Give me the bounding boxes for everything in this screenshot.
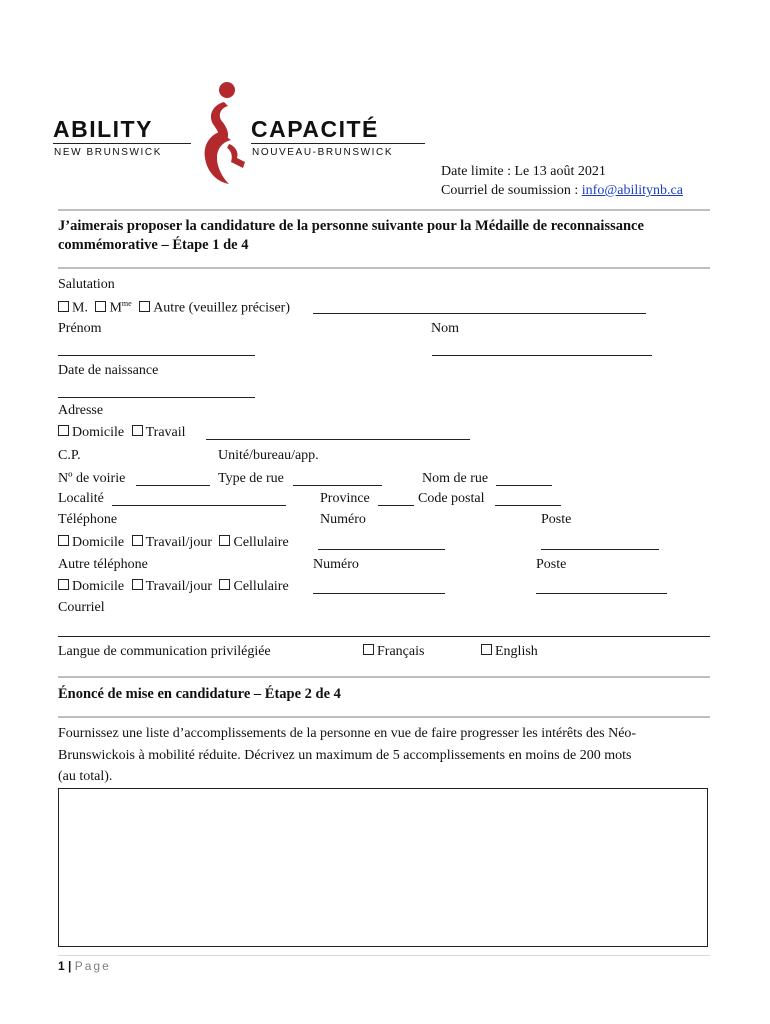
date-naissance-input-line[interactable] xyxy=(58,397,255,398)
checkbox-tel-domicile[interactable] xyxy=(58,535,69,546)
page-number: 1 xyxy=(58,959,65,973)
nom-rue-label: Nom de rue xyxy=(422,471,489,486)
divider xyxy=(58,209,710,211)
deadline-text: Date limite : Le 13 août 2021 xyxy=(441,164,606,179)
date-naissance-label: Date de naissance xyxy=(58,363,159,378)
checkbox-autre-tel-domicile[interactable] xyxy=(58,579,69,590)
autre-telephone-type-options xyxy=(58,579,289,595)
province-label: Province xyxy=(320,491,370,506)
code-postal-input-line[interactable] xyxy=(495,505,561,506)
salutation-options xyxy=(58,299,290,317)
nom-rue-input-line[interactable] xyxy=(496,485,552,486)
telephone-numero-input-line[interactable] xyxy=(318,549,445,550)
no-voirie-input-line[interactable] xyxy=(136,485,210,486)
nom-label: Nom xyxy=(431,321,459,336)
autre-tel-domicile-label: Domicile xyxy=(72,579,125,594)
type-rue-label: Type de rue xyxy=(218,471,284,486)
tel-travail-label: Travail/jour xyxy=(145,535,212,550)
footer-rule xyxy=(58,955,710,956)
adresse-input-line[interactable] xyxy=(206,439,470,440)
langue-english-option xyxy=(481,644,538,660)
tel-domicile-label: Domicile xyxy=(72,535,125,550)
divider xyxy=(58,267,710,269)
autre-telephone-numero-label: Numéro xyxy=(313,557,359,572)
logo-right-divider xyxy=(251,143,425,144)
no-voirie-label: Nº de voirie xyxy=(58,471,126,486)
langue-francais-option xyxy=(363,644,424,660)
telephone-poste-input-line[interactable] xyxy=(541,549,659,550)
autre-telephone-numero-input-line[interactable] xyxy=(313,593,445,594)
type-rue-input-line[interactable] xyxy=(293,485,382,486)
langue-label: Langue de communication privilégiée xyxy=(58,644,271,659)
autre-telephone-poste-input-line[interactable] xyxy=(536,593,667,594)
localite-input-line[interactable] xyxy=(112,505,286,506)
checkbox-adresse-travail[interactable] xyxy=(132,425,143,436)
autre-tel-cellulaire-label: Cellulaire xyxy=(233,579,289,594)
submission-email-label: Courriel de soumission : xyxy=(441,183,582,198)
logo-ability-text: ABILITY xyxy=(53,116,153,142)
unite-label: Unité/bureau/app. xyxy=(218,448,319,463)
section2-instructions-line2: Brunswickois à mobilité réduite. Décrivez un maximum de 5 accomplissements en moins de 200 mots xyxy=(58,748,632,763)
option-autre-label: Autre (veuillez préciser) xyxy=(153,300,291,316)
checkbox-autre-tel-cellulaire[interactable] xyxy=(219,579,230,590)
checkbox-m[interactable] xyxy=(58,301,69,312)
cp-label: C.P. xyxy=(58,448,81,463)
section2-title: Énoncé de mise en candidature – Étape 2 de 4 xyxy=(58,686,341,702)
section1-title-line2: commémorative – Étape 1 de 4 xyxy=(58,237,249,253)
autre-telephone-poste-label: Poste xyxy=(536,557,567,572)
english-label: English xyxy=(495,644,538,659)
telephone-poste-label: Poste xyxy=(541,512,572,527)
section1-title-line1: J’aimerais proposer la candidature de la personne suivante pour la Médaille de reconnaissance xyxy=(58,218,644,234)
adresse-type-options xyxy=(58,425,186,441)
section2-instructions-line1: Fournissez une liste d’accomplissements de la personne en vue de faire progresser les intérêts des Néo- xyxy=(58,726,637,741)
autre-telephone-label: Autre téléphone xyxy=(58,557,148,572)
checkbox-mme[interactable] xyxy=(95,301,106,312)
logo-new-brunswick-text: NEW BRUNSWICK xyxy=(54,147,163,158)
checkbox-english[interactable] xyxy=(481,644,492,655)
checkbox-francais[interactable] xyxy=(363,644,374,655)
logo-figure-icon xyxy=(193,80,249,188)
logo-left-divider xyxy=(53,143,191,144)
divider xyxy=(58,676,710,678)
adresse-domicile-label: Domicile xyxy=(72,425,125,440)
checkbox-adresse-domicile[interactable] xyxy=(58,425,69,436)
province-input-line[interactable] xyxy=(378,505,414,506)
logo-capacite-text: CAPACITÉ xyxy=(251,116,379,142)
tel-cellulaire-label: Cellulaire xyxy=(233,535,289,550)
divider xyxy=(58,716,710,718)
adresse-label: Adresse xyxy=(58,403,104,418)
telephone-numero-label: Numéro xyxy=(320,512,366,527)
telephone-type-options xyxy=(58,535,289,551)
nom-input-line[interactable] xyxy=(432,355,652,356)
option-mme-superscript: me xyxy=(121,299,132,308)
salutation-label: Salutation xyxy=(58,277,115,292)
code-postal-label: Code postal xyxy=(418,491,485,506)
accomplishments-textbox[interactable] xyxy=(58,788,708,947)
autre-input-line[interactable] xyxy=(313,313,646,314)
adresse-travail-label: Travail xyxy=(145,425,186,440)
checkbox-tel-travail[interactable] xyxy=(132,535,143,546)
localite-label: Localité xyxy=(58,491,104,506)
logo-nouveau-brunswick-text: NOUVEAU-BRUNSWICK xyxy=(252,147,394,158)
courriel-label: Courriel xyxy=(58,600,105,615)
telephone-label: Téléphone xyxy=(58,512,118,527)
checkbox-autre-tel-travail[interactable] xyxy=(132,579,143,590)
prenom-input-line[interactable] xyxy=(58,355,255,356)
checkbox-tel-cellulaire[interactable] xyxy=(219,535,230,546)
checkbox-autre[interactable] xyxy=(139,301,150,312)
francais-label: Français xyxy=(377,644,425,659)
prenom-label: Prénom xyxy=(58,321,102,336)
submission-email-line xyxy=(441,183,683,199)
section2-instructions-line3: (au total). xyxy=(58,769,113,784)
submission-email-link[interactable]: info@abilitynb.ca xyxy=(581,183,683,198)
courriel-input-line[interactable] xyxy=(58,636,710,637)
page-footer xyxy=(58,959,111,973)
page-word: Page xyxy=(74,959,111,973)
page-separator: | xyxy=(68,959,72,973)
autre-tel-travail-label: Travail/jour xyxy=(145,579,212,594)
option-m-label: M. xyxy=(72,300,88,316)
option-mme-label: M xyxy=(109,300,122,316)
